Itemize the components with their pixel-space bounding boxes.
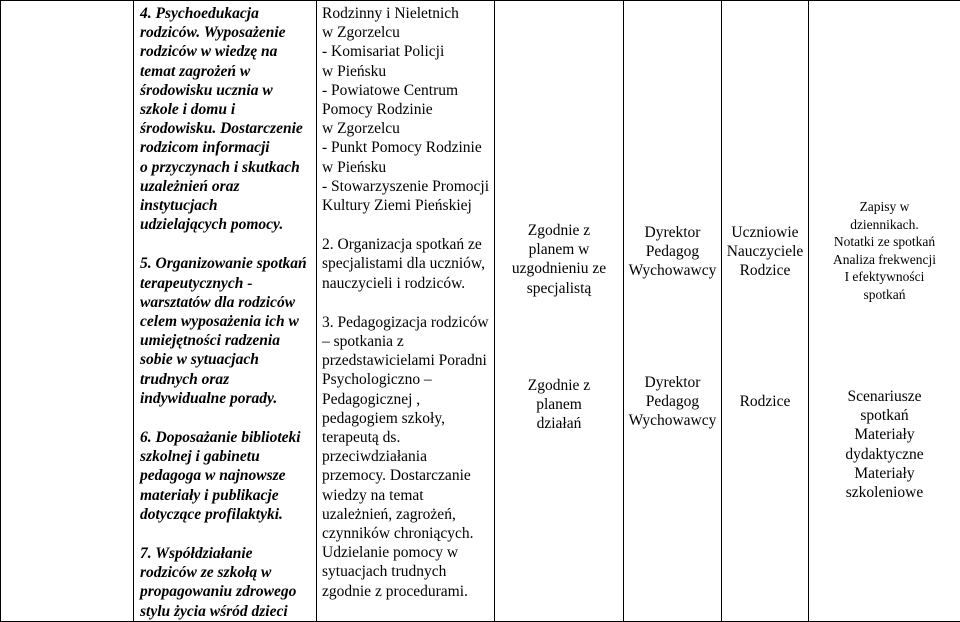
evaluation-a: Zapisy w dziennikach. Notatki ze spotkań Analiza frekwencji I efektywności spotkań [809, 198, 960, 303]
responsible-cell [624, 1, 722, 622]
evaluation-b: Scenariusze spotkań Materiały dydaktyczne Materiały szkoleniowe [809, 387, 960, 502]
deadline-a: Zgodnie z planem w uzgodnieniu ze specjalistą [495, 221, 623, 298]
task-7: 7. Współdziałanie rodziców ze szkołą w propagowaniu zdrowego stylu życia wśród dzieci [140, 544, 312, 621]
task-5: 5. Organizowanie spotkań terapeutycznych - warsztatów dla rodziców celem wyposażenia ich w umiejętności radzenia sobie w sytuacjach trudnych oraz indywidualne porady. [140, 254, 312, 408]
evaluation-cell [809, 1, 960, 622]
left-margin-cell [1, 1, 134, 622]
deadline-cell [495, 1, 624, 622]
tasks-cell [134, 1, 317, 622]
recipients-b: Rodzice [722, 392, 808, 411]
action-3: 3. Pedagogizacja rodziców – spotkania z przedstawicielami Poradni Psychologiczno – Pedagogicznej , pedagogiem szkoły, terapeutą ds. przeciwdziałania przemocy. Dostarczanie wiedzy na temat uzależnień, zagrożeń, czynników chroniących. Udzielanie pomocy w sytuacjach trudnych zgodnie z procedurami. [322, 313, 490, 601]
actions-cell [317, 1, 495, 622]
recipients-cell [722, 1, 809, 622]
responsible-a: Dyrektor Pedagog Wychowawcy [624, 223, 721, 281]
action-2: 2. Organizacja spotkań ze specjalistami dla uczniów, nauczycieli i rodziców. [322, 235, 490, 293]
responsible-b: Dyrektor Pedagog Wychowawcy [624, 373, 721, 431]
institutions-list: Rodzinny i Nieletnich w Zgorzelcu - Komisariat Policji w Pieńsku - Powiatowe Centrum Pomocy Rodzinie w Zgorzelcu - Punkt Pomocy Rodzinie w Pieńsku - Stowarzyszenie Promocji Kultury Ziemi Pieńskiej [322, 4, 490, 215]
recipients-a: Uczniowie Nauczyciele Rodzice [722, 223, 808, 281]
deadline-b: Zgodnie z planem działań [495, 376, 623, 434]
task-6: 6. Doposażanie biblioteki szkolnej i gabinetu pedagoga w najnowsze materiały i publikacje dotyczące profilaktyki. [140, 428, 312, 524]
task-4: 4. Psychoedukacja rodziców. Wyposażenie rodziców w wiedzę na temat zagrożeń w środowisku ucznia w szkole i domu i środowisku. Dostarczenie rodzicom informacji o przyczynach i skutkach uzależnień oraz instytucjach udzielających pomocy. [140, 4, 312, 234]
